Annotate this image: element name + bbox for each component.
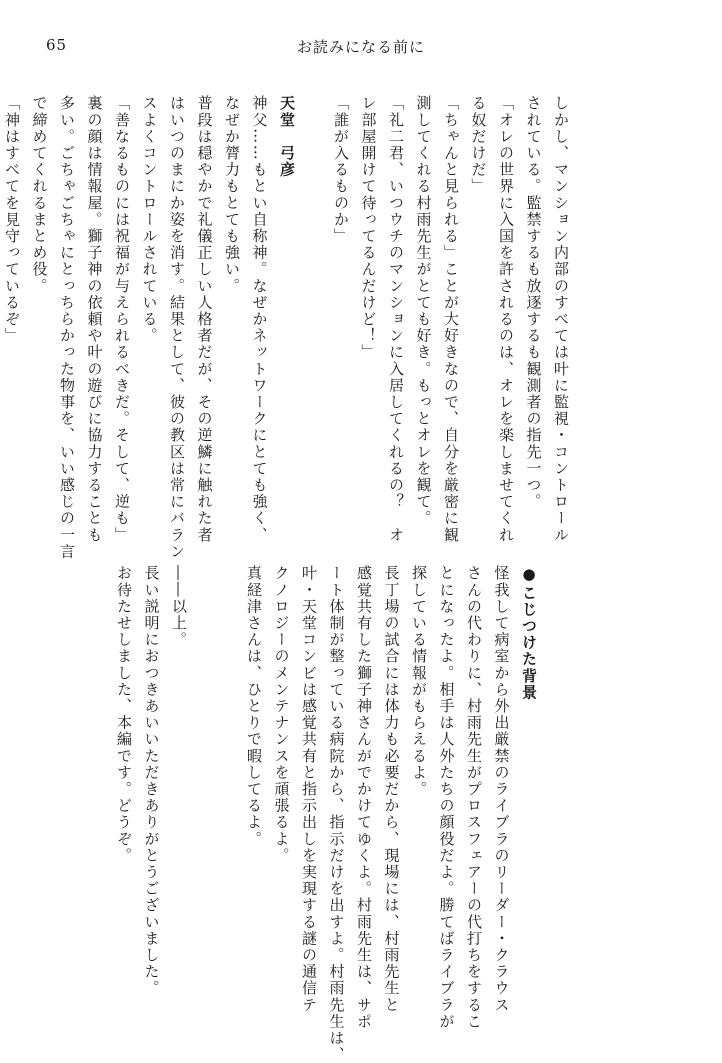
text-line: 「神はすべてを見守っているぞ」 xyxy=(3,95,21,344)
text-line: なぜか膂力もとても強い。 xyxy=(223,95,241,295)
text-line: 測してくれる村雨先生がとても好き。もっとオレを観て。 xyxy=(414,95,433,527)
page-number: 65 xyxy=(46,36,68,54)
text-line: 感覚共有した獅子神さんがでかけてゆくよ。村雨先生は、サポ xyxy=(355,565,373,1030)
text-line: お待たせしました、本編です。どうぞ。 xyxy=(115,565,133,864)
text-line: 探している情報がもらえるよ。 xyxy=(410,565,428,798)
text-line: 神父……もとい自称神。なぜかネットワークにとても強く、 xyxy=(250,95,269,544)
text-line: クノロジーのメンテナンスを頑張るよ。 xyxy=(272,565,291,864)
text-line: しかし、マンション内部のすべては叶に監視・コントロール xyxy=(552,95,570,544)
text-line: 「善なるものには祝福が与えられるべきだ。そして、逆も」 xyxy=(113,95,131,544)
text-line: さんの代わりに、村雨先生がプロスフェアーの代打ちをするこ xyxy=(465,565,483,1030)
text-line: 「誰が入るものか」 xyxy=(332,95,350,245)
running-title: お読みになる前に xyxy=(296,38,425,56)
text-line: 「オレの世界に入国を許されるのは、オレを楽しませてくれ xyxy=(497,95,515,544)
text-line: 叶・天堂コンビは感覚共有と指示出しを実現する謎の通信テ xyxy=(300,565,318,1014)
text-line: とになったよ。相手は人外たちの顔役だよ。勝てばライブラが xyxy=(437,565,456,1030)
character-heading: 天堂 弓彦 xyxy=(278,95,296,178)
text-line: 長丁場の試合には体力も必要だから、現場には、村雨先生と xyxy=(382,565,401,1014)
kanou-description-continued xyxy=(312,95,574,544)
section-heading: ●こじつけた背景 xyxy=(520,565,538,701)
text-line: ート体制が整っている病院から、指示だけを出すよ。村雨先生は、 xyxy=(327,565,346,1063)
text-line: はいつのまにか姿を消す。結果として、彼の教区は常にバラン xyxy=(168,95,186,560)
text-line: 真経津さんは、ひとりで暇してるよ。 xyxy=(245,565,263,848)
text-line: 普段は穏やかで礼儀正しい人格者だが、その逆鱗に触れた者 xyxy=(195,95,214,544)
text-line: レ部屋開けて待ってるんだけど！」 xyxy=(359,95,378,361)
text-line: で締めてくれるまとめ役。 xyxy=(30,95,49,295)
text-line: 裏の顔は情報屋。獅子神の依頼や叶の遊びに協力することも xyxy=(85,95,104,544)
text-line: ――以上。 xyxy=(170,565,188,648)
text-line: 多い。ごちゃごちゃにとっちらかった物事を、いい感じの一言 xyxy=(58,95,76,560)
text-line: 長い説明におつきあいいただきありがとうございました。 xyxy=(142,565,161,997)
text-line: 「ちゃんと見られる」ことが大好きなので、自分を厳密に観 xyxy=(442,95,460,544)
text-line: スよくコントロールされている。 xyxy=(140,95,159,344)
amado-description xyxy=(3,95,300,560)
background-section xyxy=(232,565,542,1063)
text-line: 怪我して病室から外出厳禁のライブラのリーダー・クラウス xyxy=(492,565,511,1014)
text-line: されている。監禁するも放逐するも観測者の指先一つ。 xyxy=(524,95,543,510)
closing-section xyxy=(112,565,192,1005)
text-line: 「礼二君、いつウチのマンションに入居してくれるの？ オ xyxy=(387,95,405,544)
text-line: る奴だけだ」 xyxy=(469,95,488,195)
